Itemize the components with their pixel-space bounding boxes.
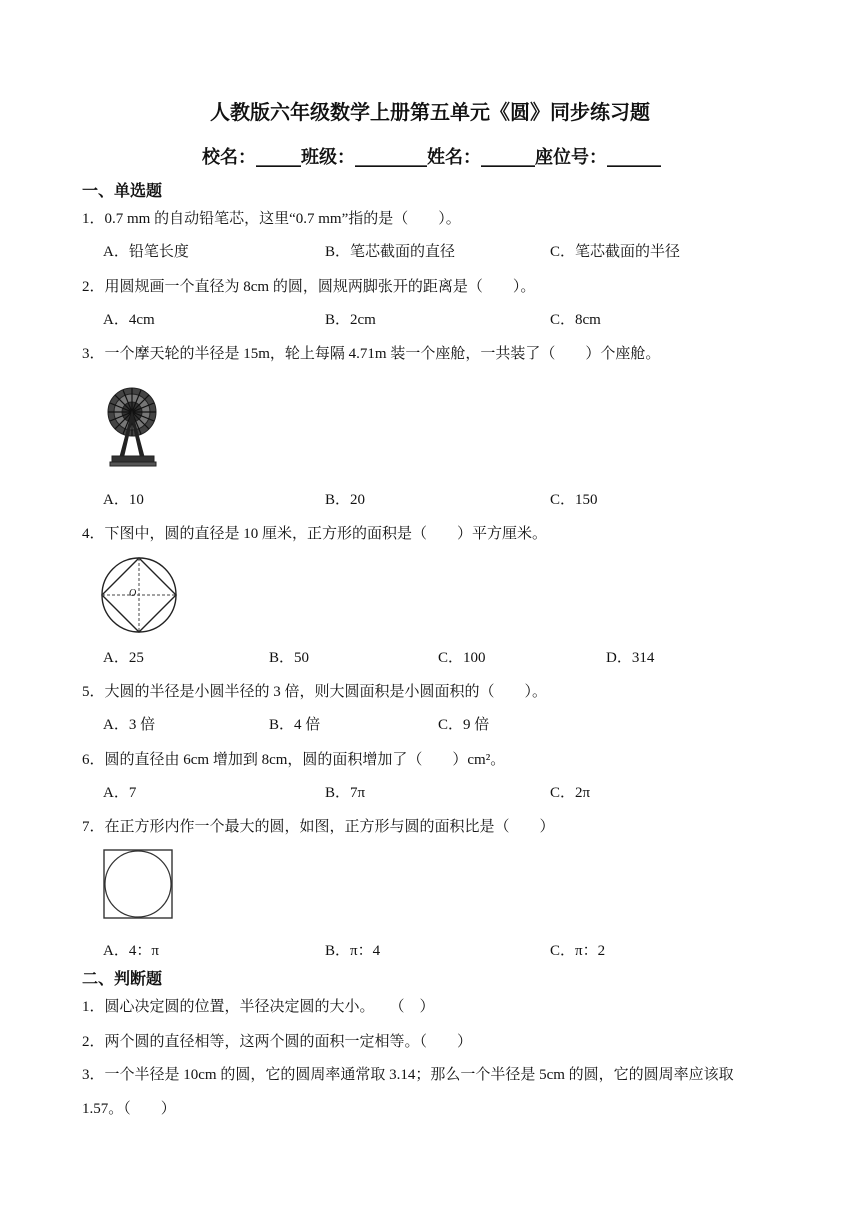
question-5-option-a: A．3 倍 bbox=[103, 717, 156, 733]
question-3-text: 3．一个摩天轮的半径是 15m，轮上每隔 4.71m 装一个座舱，一共装了（ ）个座舱。 bbox=[82, 346, 661, 362]
tf-question-3-text-continued: 1.57。（ ） bbox=[82, 1101, 176, 1117]
question-3-option-a: A．10 bbox=[103, 492, 144, 508]
question-6-text: 6．圆的直径由 6cm 增加到 8cm，圆的面积增加了（ ）cm²。 bbox=[82, 752, 506, 768]
question-5-option-b: B．4 倍 bbox=[269, 717, 321, 733]
question-1-option-b: B．笔芯截面的直径 bbox=[325, 244, 456, 260]
question-7-option-b: B．π：4 bbox=[325, 943, 381, 959]
square-inscribed-circle-figure bbox=[103, 849, 173, 919]
question-4-text: 4．下图中，圆的直径是 10 厘米，正方形的面积是（ ）平方厘米。 bbox=[82, 526, 548, 542]
question-1-option-a: A．铅笔长度 bbox=[103, 244, 189, 260]
question-3-option-c: C．150 bbox=[550, 492, 598, 508]
question-4-option-a: A．25 bbox=[103, 650, 144, 666]
question-7-option-c: C．π：2 bbox=[550, 943, 606, 959]
section-heading-single-choice: 一、单选题 bbox=[82, 181, 163, 200]
question-6-option-a: A．7 bbox=[103, 785, 137, 801]
section-heading-true-false: 二、判断题 bbox=[82, 969, 163, 988]
question-6-option-b: B．7π bbox=[325, 785, 366, 801]
question-1-option-c: C．笔芯截面的半径 bbox=[550, 244, 681, 260]
ferris-wheel-image bbox=[106, 374, 158, 470]
tf-question-1-text: 1．圆心决定圆的位置，半径决定圆的大小。 （ ） bbox=[82, 999, 435, 1015]
question-2-text: 2．用圆规画一个直径为 8cm 的圆，圆规两脚张开的距离是（ ）。 bbox=[82, 279, 536, 295]
question-4-option-b: B．50 bbox=[269, 650, 310, 666]
tf-question-2-text: 2．两个圆的直径相等，这两个圆的面积一定相等。（ ） bbox=[82, 1034, 473, 1050]
question-2-option-b: B．2cm bbox=[325, 312, 376, 328]
page-title: 人教版六年级数学上册第五单元《圆》同步练习题 bbox=[210, 100, 650, 124]
question-5-text: 5．大圆的半径是小圆半径的 3 倍，则大圆面积是小圆面积的（ ）。 bbox=[82, 684, 548, 700]
question-3-option-b: B．20 bbox=[325, 492, 366, 508]
question-4-option-c: C．100 bbox=[438, 650, 486, 666]
question-2-option-c: C．8cm bbox=[550, 312, 601, 328]
question-2-option-a: A．4cm bbox=[103, 312, 155, 328]
question-1-text: 1．0.7 mm 的自动铅笔芯，这里“0.7 mm”指的是（ ）。 bbox=[82, 211, 461, 227]
question-7-option-a: A．4：π bbox=[103, 943, 159, 959]
circle-center-label: O bbox=[129, 588, 137, 599]
student-info-line: 校名：_____班级：________姓名：______座位号：______ bbox=[202, 147, 661, 168]
question-5-option-c: C．9 倍 bbox=[438, 717, 490, 733]
circle-inscribed-square-figure bbox=[99, 555, 179, 635]
question-7-text: 7．在正方形内作一个最大的圆，如图，正方形与圆的面积比是（ ） bbox=[82, 819, 555, 835]
question-4-option-d: D．314 bbox=[606, 650, 655, 666]
tf-question-3-text: 3．一个半径是 10cm 的圆，它的圆周率通常取 3.14；那么一个半径是 5cm 的圆，它的圆周率应该取 bbox=[82, 1067, 734, 1083]
question-6-option-c: C．2π bbox=[550, 785, 591, 801]
